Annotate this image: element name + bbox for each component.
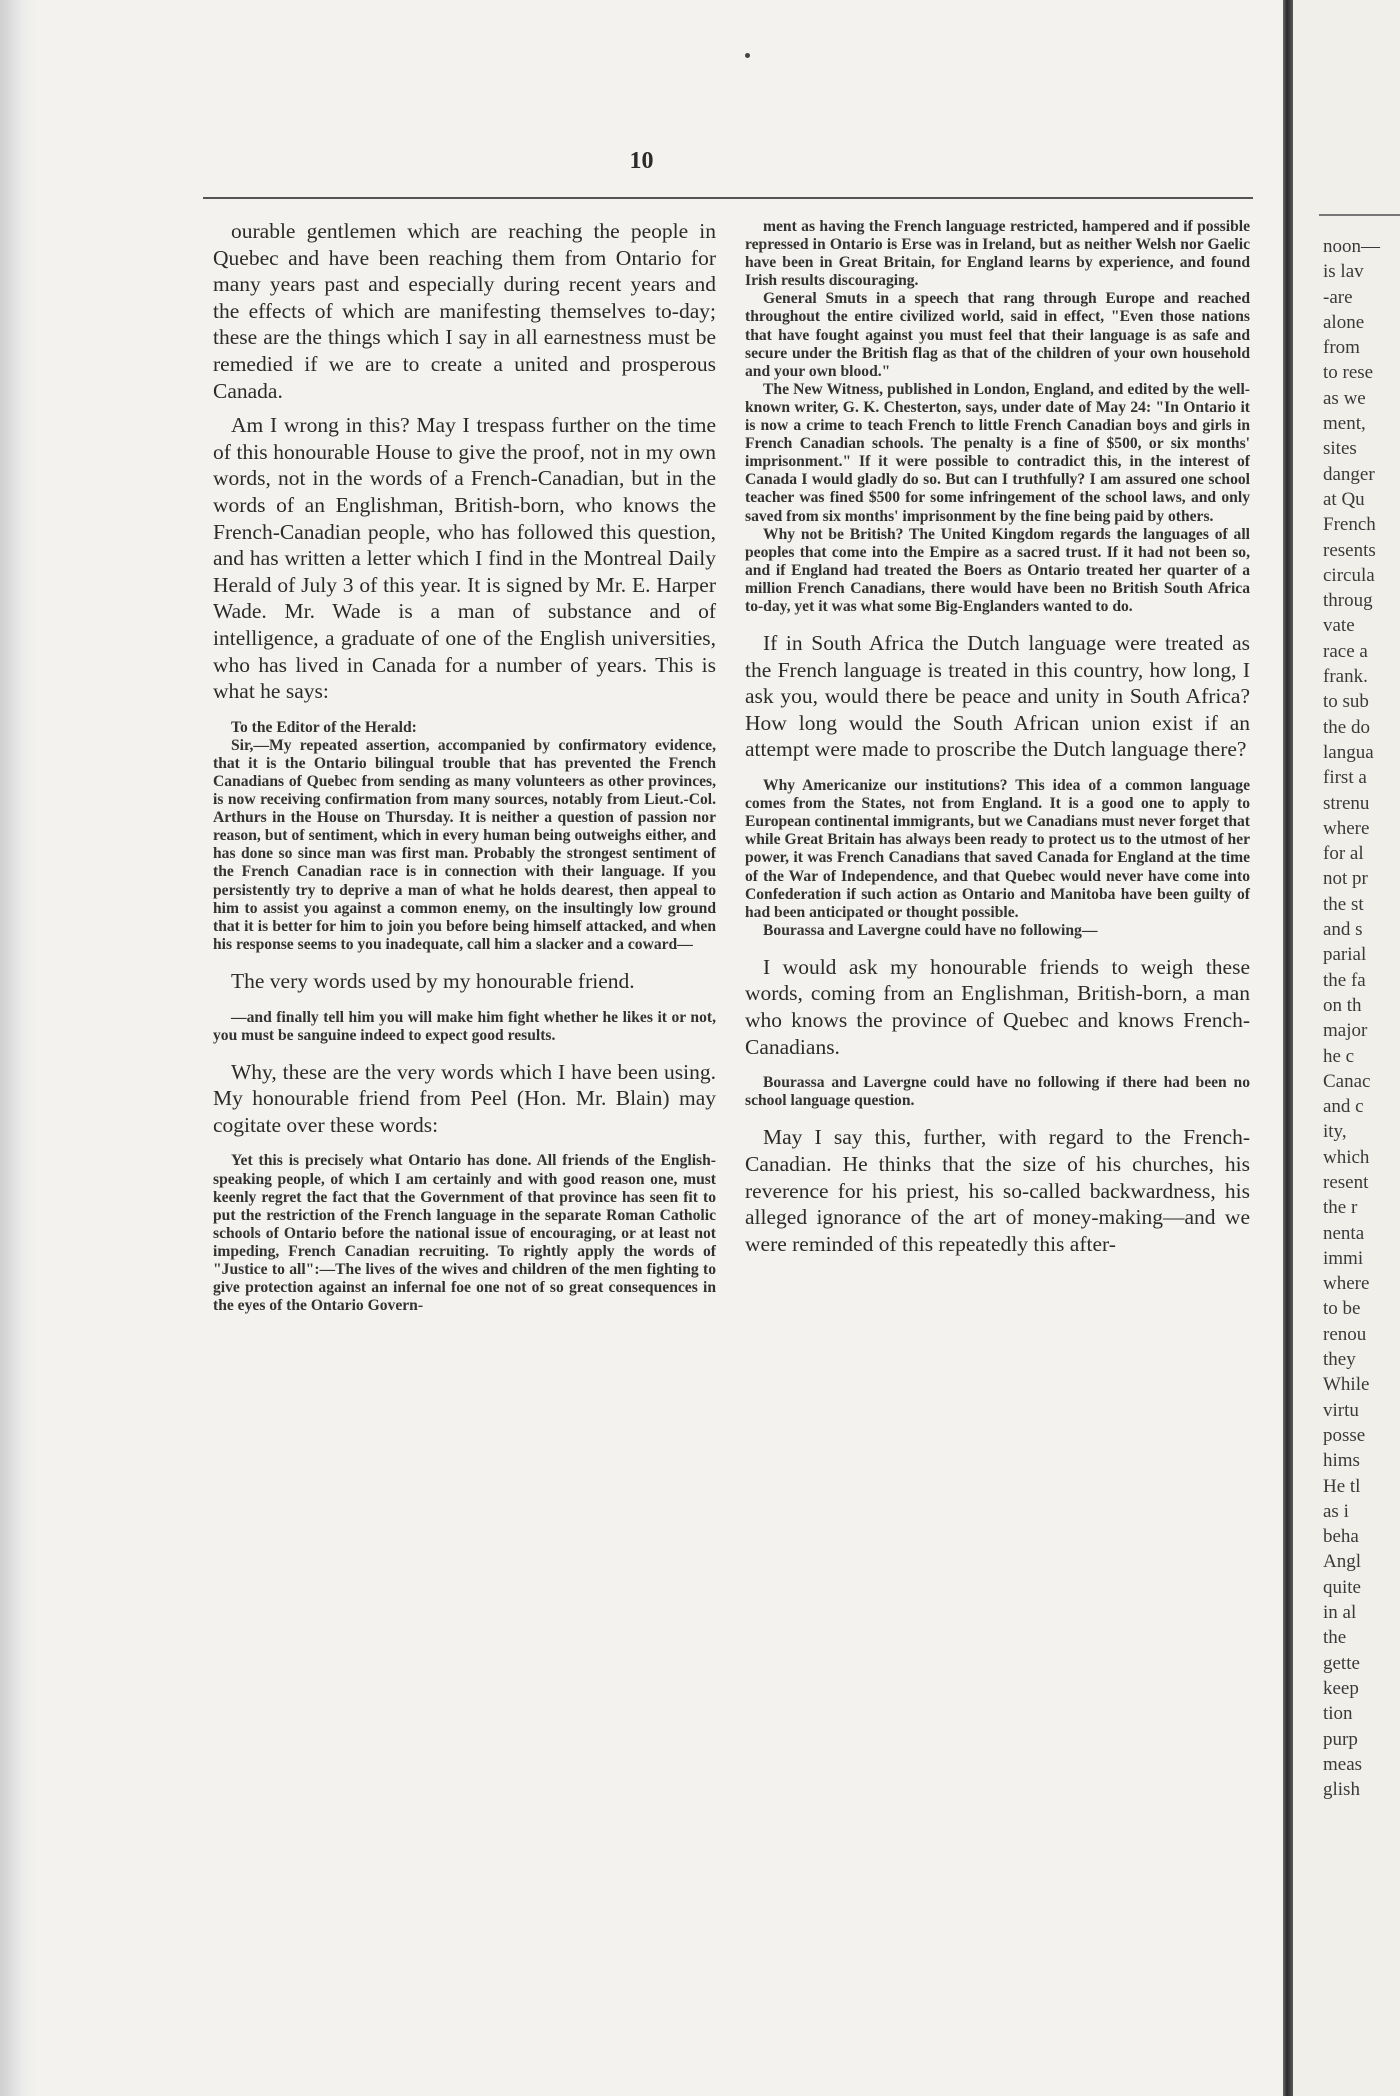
facing-page-line: renou [1323,1323,1367,1345]
speech-paragraph: Am I wrong in this? May I trespass further on the time of this honourable House to give the proof, not in my own words, not in the words of a French-Canadian, but in the words of an Englishman, British-born, who knows the French-Canadian people, who has followed this question, and has written a letter which I find in the Montreal Daily Herald of July 3 of this year. It is signed by Mr. E. Harper Wade. Mr. Wade is a man of substance and of intelligence, a graduate of one of the English universities, who has lived in Canada for a number of years. This is what he says: [213,413,716,704]
facing-page-line: is lav [1323,261,1364,283]
facing-page-line: beha [1323,1526,1359,1548]
speech-paragraph: The very words used by my honourable friend. [231,968,635,993]
quoted-paragraph: ment as having the French language restricted, hampered and if possible repressed in Ontario is Erse was in Ireland, but as neither Welsh nor Gaelic have been in Great Britain, for England learns by experience, and found Irish results discouraging. [745,218,1250,290]
facing-page-line: Angl [1323,1551,1361,1573]
facing-page-line: posse [1323,1424,1366,1446]
facing-page-line: race a [1323,640,1368,662]
facing-page-line: glish [1323,1779,1360,1801]
quoted-paragraph: Why Americanize our institutions? This idea of a common language comes from the States, not from England. It is a good one to apply to European continental immigrants, but we Canadians must never forget that while Great Britain has always been ready to protect us to the utmost of her power, it was French Canadians that saved Canada for England at the time of the War of Independence, and that Quebec would never have come into Confederation if such action as Ontario and Manitoba have been guilty of had been anticipated or thought possible. [745,777,1250,921]
facing-page-line: hims [1323,1450,1360,1472]
facing-page-line: immi [1323,1247,1364,1269]
page-gutter [1283,0,1293,2096]
quoted-paragraph: Yet this is precisely what Ontario has done. All friends of the English-speaking people, of which I am certainly and with good reason one, must keenly regret the fact that the Government of that province has seen fit to put the restriction of the French language in the separate Roman Catholic schools of Ontario before the national issue of encouraging, or at least not impeding, French Canadian recruiting. To rightly apply the words of "Justice to all":—The lives of the wives and children of the men fighting to give protection against an infernal foe one not of so great consequences in the eyes of the Ontario Govern- [213,1152,716,1315]
print-speck [745,53,750,58]
header-rule [203,197,1253,199]
facing-page-line: strenu [1323,792,1370,814]
facing-page-text [1323,234,1380,1802]
facing-page-line: at Qu [1323,488,1365,510]
facing-page-line: where [1323,1273,1370,1295]
facing-page-line: where [1323,817,1370,839]
facing-page-line: ment, [1323,413,1366,435]
facing-page-line: frank. [1323,666,1368,688]
facing-page-line: sites [1323,438,1357,460]
facing-page-line: purp [1323,1728,1358,1750]
facing-page-line: to sub [1323,691,1369,713]
facing-page-line: and c [1323,1096,1364,1118]
facing-page-line: alone [1323,311,1365,333]
facing-page-line: to be [1323,1298,1361,1320]
facing-page-line: parial [1323,944,1367,966]
facing-page-line: quite [1323,1576,1361,1598]
facing-page-rule [1319,214,1400,216]
facing-page-line: from [1323,337,1360,359]
facing-page-line: major [1323,1020,1368,1042]
facing-page-line: noon— [1323,236,1380,257]
facing-page-line: meas [1323,1753,1363,1775]
facing-page-line: the fa [1323,969,1366,991]
left-column [213,218,716,1315]
facing-page-line: for al [1323,843,1364,865]
facing-page-line: ity, [1323,1121,1347,1143]
facing-page-line: as i [1323,1500,1349,1522]
facing-page-line: French [1323,514,1376,536]
facing-page-line: throug [1323,590,1373,612]
quoted-paragraph: General Smuts in a speech that rang through Europe and reached throughout the entire civilized world, said in effect, "Even those nations that have fought against you must feel that their language is as safe and secure under the British flag as that of the children of your own household and your own blood." [745,290,1250,380]
facing-page-line: -are [1323,286,1353,308]
facing-page-line: not pr [1323,868,1368,890]
facing-page-line: they [1323,1349,1356,1371]
page-number: 10 [629,148,654,174]
facing-page-line: gette [1323,1652,1360,1674]
facing-page-line: virtu [1323,1399,1359,1421]
quoted-paragraph: The New Witness, published in London, England, and edited by the well-known writer, G. K. Chesterton, says, under date of May 24: "In Ontario it is now a crime to teach French to little French Canadian boys and girls in French Canadian schools. The penalty is a fine of $500, or six months' imprisonment." If it were possible to contradict this, in the interest of Canada I would gladly do so. But can I truthfully? I am assured one school teacher was fined $500 for some infringement of the school laws, and only saved from six months' imprisonment by the fine being paid by others. [745,380,1250,525]
facing-page-line: resents [1323,539,1376,561]
facing-page-line: the st [1323,893,1364,915]
quoted-paragraph: Bourassa and Lavergne could have no following if there had been no school language question. [745,1074,1250,1110]
facing-page-line: vate [1323,615,1355,637]
quoted-paragraph: —and finally tell him you will make him fight whether he likes it or not, you must be sanguine indeed to expect good results. [213,1008,716,1044]
facing-page-line: nenta [1323,1222,1365,1244]
facing-page-line: to rese [1323,362,1374,384]
facing-page-line: in al [1323,1602,1357,1624]
facing-page-line: the do [1323,716,1370,738]
speech-paragraph: ourable gentlemen which are reaching the people in Quebec and have been reaching them from Ontario for many years past and especially during recent years and the effects of which are manifesting themselves to-day; these are the things which I say in all earnestness must be remedied if we are to create a united and prosperous Canada. [213,219,716,403]
facing-page-line: which [1323,1146,1370,1168]
right-column [745,218,1250,1257]
quoted-paragraph: Sir,—My repeated assertion, accompanied by confirmatory evidence, that it is the Ontario bilingual trouble that has prevented the French Canadians of Quebec from sending as many volunteers as other provinces, is now receiving confirmation from many sources, notably from Lieut.-Col. Arthurs in the House on Thursday. It is neither a question of passion nor reason, but of sentiment, which in every human being outweighs either, and has done so since man was first man. Probably the strongest sentiment of the French Canadian race is in connection with their language. If you persistently try to deprive a man of what he holds dearest, then appeal to him to assist you against a common enemy, on the insultingly low ground that it is better for him to join you before being himself attacked, and when his response seems to you inadequate, call him a slacker and a coward— [213,736,716,953]
facing-page-line: as we [1323,387,1366,409]
facing-page-line: and s [1323,919,1363,941]
speech-paragraph: If in South Africa the Dutch language were treated as the French language is treated in this country, how long, I ask you, would there be peace and unity in South Africa? How long would the South African union exist if an attempt were made to proscribe the Dutch language there? [745,631,1250,762]
facing-page-line: the [1323,1627,1347,1649]
speech-paragraph: Why, these are the very words which I have been using. My honourable friend from Peel (Hon. Mr. Blain) may cogitate over these words: [213,1059,716,1137]
facing-page [1293,0,1400,2096]
binding-shadow [0,0,38,2096]
facing-page-line: danger [1323,463,1375,485]
facing-page-line: he c [1323,1045,1355,1067]
quoted-paragraph: Why not be British? The United Kingdom regards the languages of all peoples that come into the Empire as a sacred trust. If it had not been so, and if England had treated the Boers as Ontario treated her quarter of a million French Canadians, there would have been no British South Africa to-day, yet it was what some Big-Englanders wanted to do. [745,525,1250,615]
speech-paragraph: I would ask my honourable friends to weigh these words, coming from an Englishman, British-born, a man who knows the province of Quebec and knows French-Canadians. [745,954,1250,1059]
facing-page-line: the r [1323,1197,1358,1219]
quoted-paragraph: To the Editor of the Herald: [231,718,417,736]
facing-page-line: on th [1323,994,1362,1016]
facing-page-line: Canac [1323,1070,1371,1092]
facing-page-line: first a [1323,767,1367,789]
facing-page-line: tion [1323,1703,1353,1725]
facing-page-line: He tl [1323,1475,1361,1497]
quoted-paragraph: Bourassa and Lavergne could have no following— [763,921,1098,939]
facing-page-line: circula [1323,564,1375,586]
facing-page-line: resent [1323,1171,1369,1193]
facing-page-line: keep [1323,1677,1359,1699]
facing-page-line: langua [1323,741,1374,763]
speech-paragraph: May I say this, further, with regard to the French-Canadian. He thinks that the size of his churches, his reverence for his priest, his so-called backwardness, his alleged ignorance of the art of money-making—and we were reminded of this repeatedly this after- [745,1125,1250,1256]
facing-page-line: While [1323,1374,1370,1396]
